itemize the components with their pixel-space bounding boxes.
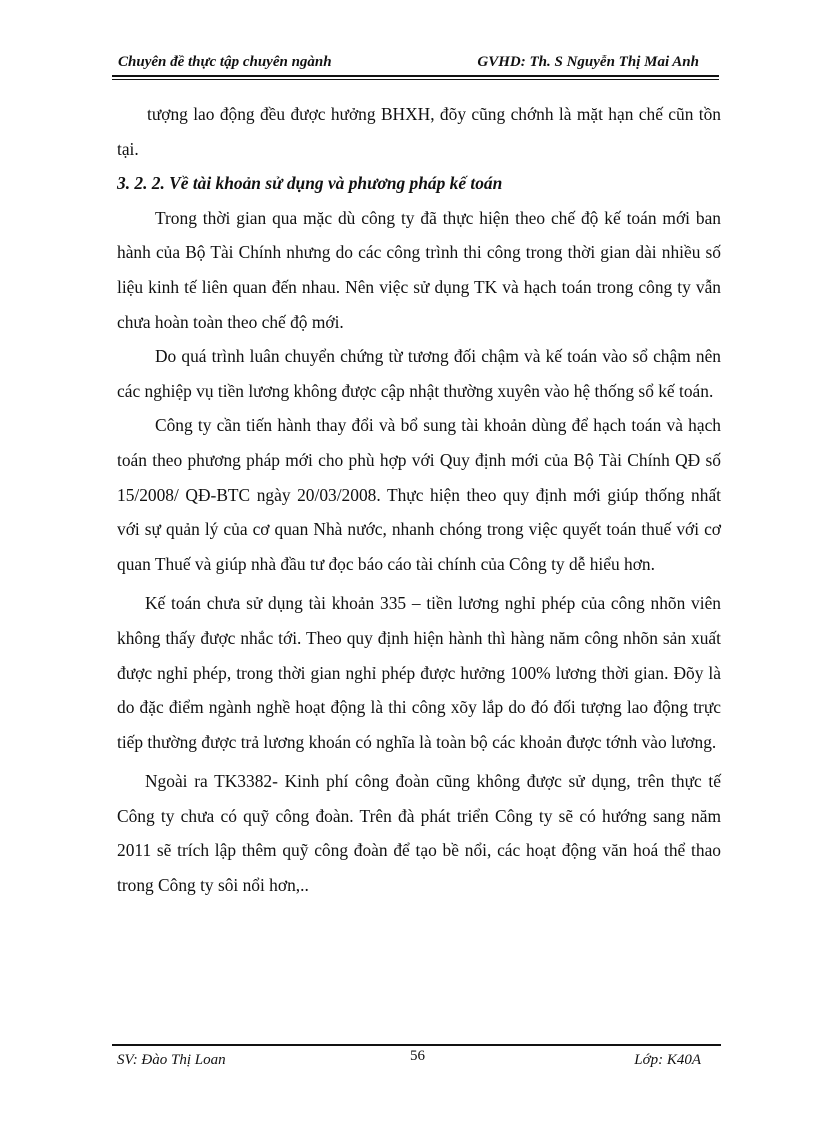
footer-class: Lớp: K40A — [634, 1052, 701, 1068]
section-heading: 3. 2. 2. Về tài khoản sử dụng và phương pháp kế toán — [117, 173, 503, 194]
footer-rule — [112, 1044, 721, 1046]
page-footer — [112, 1044, 721, 1074]
paragraph-continuation: tượng lao động đều được hưởng BHXH, đõy cũng chớnh là mặt hạn chế cũn tồn tại. — [117, 104, 721, 159]
paragraph: Kế toán chưa sử dụng tài khoản 335 – tiền lương nghỉ phép của công nhõn viên không thấy được nhắc tới. Theo quy định hiện hành thì hàng năm công nhõn sản xuất được nghỉ phép, trong thời gian nghỉ phép được hưởng 100% lương thời gian. Đõy là do đặc điểm ngành nghề hoạt động là thi công xõy lắp do đó đối tượng lao động trực tiếp thường được trả lương khoán có nghĩa là toàn bộ các khoản được tớnh vào lương. — [117, 593, 721, 752]
paragraph: Ngoài ra TK3382- Kinh phí công đoàn cũng không được sử dụng, trên thực tế Công ty chưa có quỹ công đoàn. Trên đà phát triển Công ty sẽ có hướng sang năm 2011 sẽ trích lập thêm quỹ công đoàn để tạo bề nổi, các hoạt động văn hoá thể thao trong Công ty sôi nổi hơn,.. — [117, 771, 721, 896]
paragraph: Công ty cần tiến hành thay đổi và bổ sung tài khoản dùng để hạch toán và hạch toán theo phương pháp mới cho phù hợp với Quy định mới của Bộ Tài Chính QĐ số 15/2008/ QĐ-BTC ngày 20/03/2008. Thực hiện theo quy định mới giúp thống nhất với sự quản lý của cơ quan Nhà nước, nhanh chóng trong việc quyết toán thuế với cơ quan Thuế và giúp nhà đầu tư đọc báo cáo tài chính của Công ty dễ hiểu hơn. — [117, 415, 721, 574]
header-rule-thick — [112, 75, 719, 77]
header-course-title: Chuyên đề thực tập chuyên ngành — [118, 54, 332, 70]
header-rule-thin — [112, 79, 719, 80]
page-header — [112, 48, 719, 74]
paragraph: Do quá trình luân chuyển chứng từ tương đối chậm và kế toán vào sổ chậm nên các nghiệp vụ tiền lương không được cập nhật thường xuyên vào hệ thống sổ kế toán. — [117, 346, 721, 401]
document-body — [117, 97, 721, 903]
paragraph: Trong thời gian qua mặc dù công ty đã thực hiện theo chế độ kế toán mới ban hành của Bộ Tài Chính nhưng do các công trình thi công trong thời gian dài nhiều số liệu kinh tế liên quan đến nhau. Nên việc sử dụng TK và hạch toán trong công ty vẫn chưa hoàn toàn theo chế độ mới. — [117, 207, 721, 332]
footer-student-name: SV: Đào Thị Loan — [117, 1052, 226, 1068]
page-number: 56 — [410, 1048, 425, 1064]
header-supervisor: GVHD: Th. S Nguyễn Thị Mai Anh — [477, 54, 699, 70]
